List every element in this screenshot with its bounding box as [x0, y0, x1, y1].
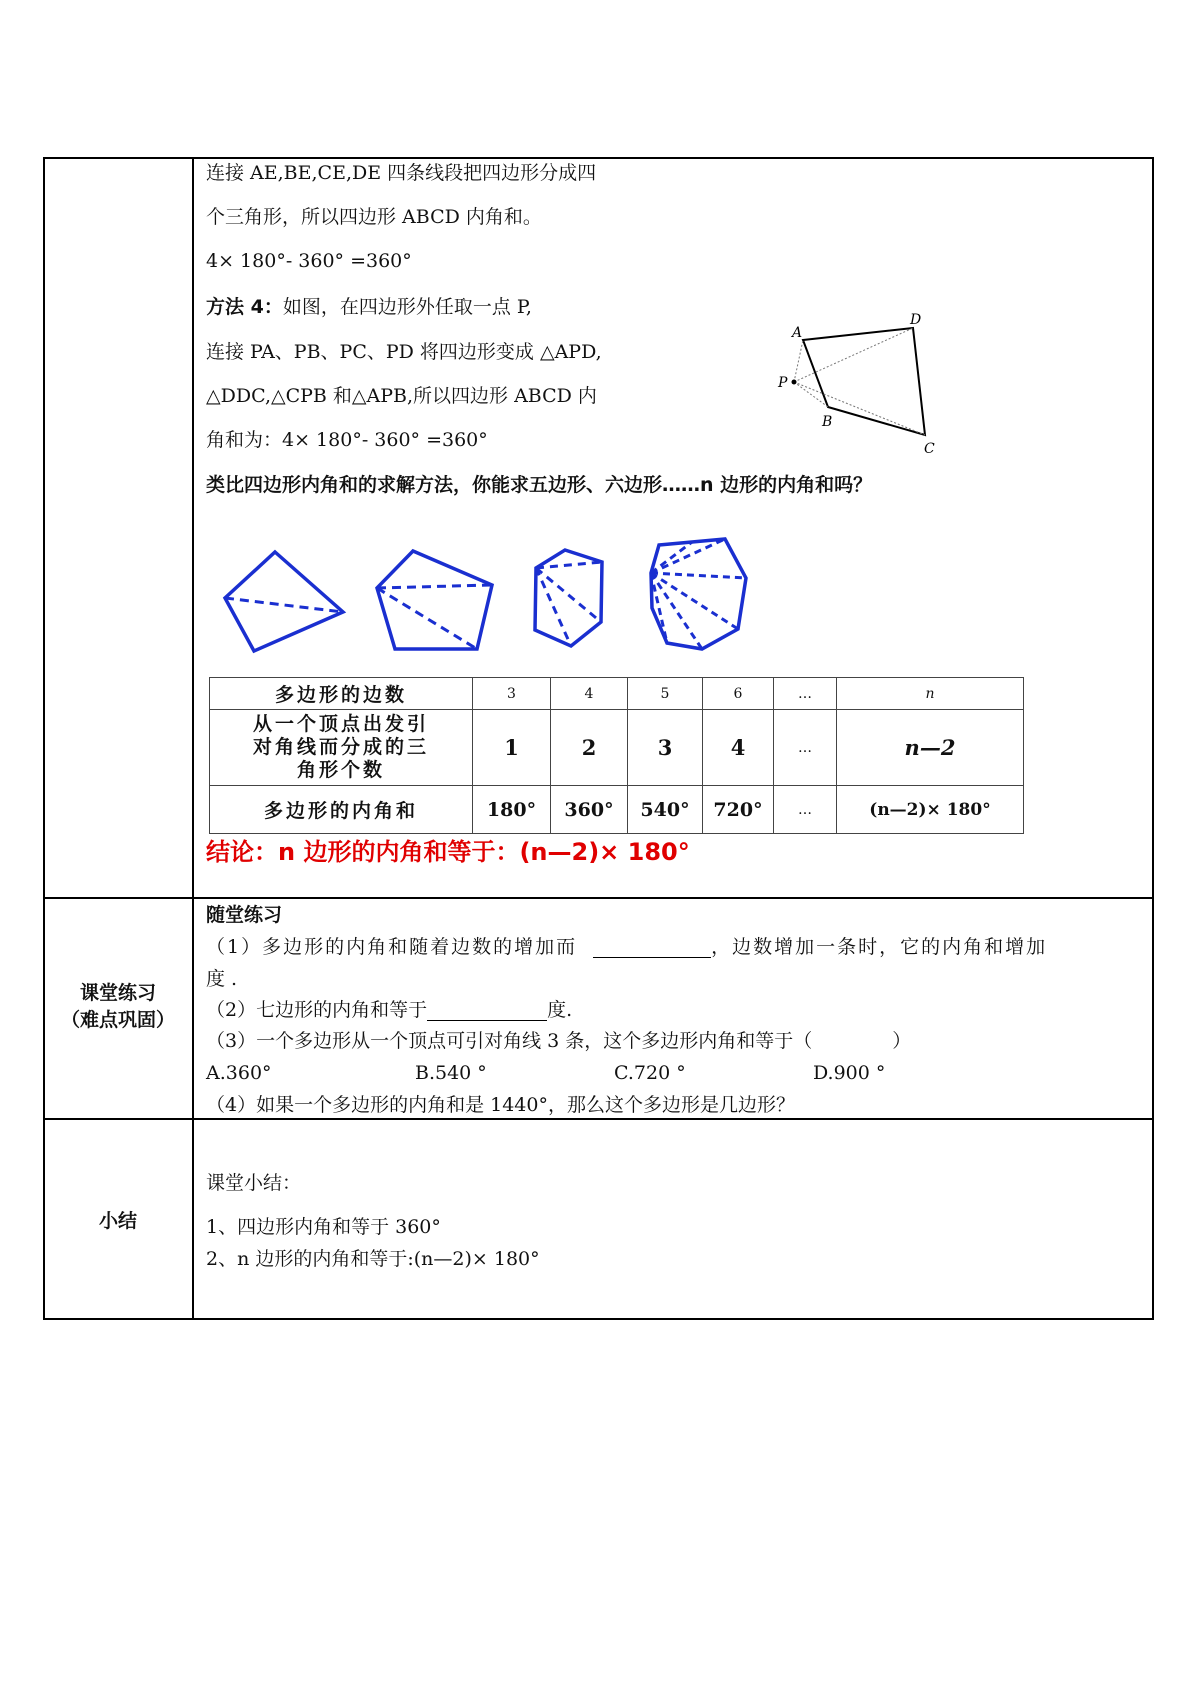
label-b: B: [822, 414, 833, 430]
sides-4: 4: [551, 678, 628, 710]
summary-label: 小结: [98, 1210, 137, 1232]
label-c: C: [924, 441, 935, 455]
triangles-n: n—2: [837, 710, 1024, 786]
row-divider-2: [43, 1118, 1154, 1120]
triangles-4: 2: [551, 710, 628, 786]
practice-label-line-1: 课堂练习: [79, 982, 156, 1004]
segment-pa: [794, 340, 803, 382]
summary-item-2: 2、n 边形的内角和等于:(n—2)× 180°: [206, 1248, 540, 1270]
method4-label: 方法 4：: [206, 296, 283, 318]
angle-sum-ellipsis: …: [774, 786, 837, 834]
row-divider-1: [43, 897, 1154, 899]
method4-line-3: △DDC,△CPB 和△APB,所以四边形 ABCD 内: [206, 385, 597, 407]
angle-sum-6: 720°: [703, 786, 774, 834]
segment-pd: [794, 328, 913, 382]
method4-line-2: 连接 PA、PB、PC、PD 将四边形变成 △APD,: [206, 341, 602, 363]
question-1-tail: 度 .: [206, 968, 238, 990]
question-2-part-b: 度.: [547, 999, 573, 1021]
option-b[interactable]: B.540 °: [415, 1062, 487, 1084]
analogy-question: 类比四边形内角和的求解方法，你能求五边形、六边形……n 边形的内角和吗？: [206, 474, 873, 496]
hexagon-diagram: [535, 550, 602, 646]
border-middle: [192, 157, 194, 1320]
angle-sum-5: 540°: [628, 786, 703, 834]
question-3: [206, 1032, 911, 1051]
method4-text: 如图，在四边形外任取一点 P,: [282, 296, 532, 318]
angle-sum-n: (n—2)× 180°: [837, 786, 1024, 834]
point-p: [792, 380, 797, 385]
row-label-triangles-line-2: 对角线而分成的三: [252, 736, 429, 759]
method4-line: [206, 298, 532, 317]
practice-label: [43, 980, 193, 1033]
summary-title: 课堂小结：: [206, 1172, 302, 1194]
text-line-1: 连接 AE,BE,CE,DE 四条线段把四边形分成四: [206, 162, 597, 184]
border-bottom: [43, 1318, 1154, 1320]
row-label-triangles-line-1: 从一个顶点出发引: [252, 713, 429, 736]
practice-title: 随堂练习: [206, 904, 283, 926]
sides-3: 3: [473, 678, 551, 710]
border-right: [1152, 157, 1154, 1320]
row-label-angle-sum: 多边形的内角和: [210, 786, 473, 834]
sides-6: 6: [703, 678, 774, 710]
question-1-part-a: （1）多边形的内角和随着边数的增加而: [206, 936, 578, 958]
sides-5: 5: [628, 678, 703, 710]
question-1-blank[interactable]: [593, 938, 711, 958]
question-4: （4）如果一个多边形的内角和是 1440°，那么这个多边形是几边形？: [206, 1094, 795, 1116]
question-3-close: ）: [892, 1030, 912, 1052]
angle-sum-3: 180°: [473, 786, 551, 834]
pentagon-diagram: [377, 551, 492, 649]
sides-n: n: [837, 678, 1024, 710]
option-c[interactable]: C.720 °: [614, 1062, 686, 1084]
border-top: [43, 157, 1154, 159]
label-p: P: [778, 375, 788, 391]
summary-item-1: 1、四边形内角和等于 360°: [206, 1216, 441, 1238]
question-1: [206, 938, 1047, 958]
question-2-blank[interactable]: [427, 1001, 547, 1021]
sides-ellipsis: …: [774, 678, 837, 710]
angle-sum-4: 360°: [551, 786, 628, 834]
question-2: [206, 1001, 572, 1021]
label-a: A: [792, 325, 803, 341]
border-left: [43, 157, 45, 1320]
question-3-text: （3）一个多边形从一个顶点可引对角线 3 条，这个多边形内角和等于（: [206, 1030, 813, 1052]
octagon-diagram: [651, 539, 746, 649]
option-d[interactable]: D.900 °: [813, 1062, 886, 1084]
conclusion: 结论：n 边形的内角和等于：(n—2)× 180°: [206, 838, 690, 866]
polygon-angle-table: [209, 677, 1024, 834]
label-d: D: [910, 312, 922, 328]
triangles-5: 3: [628, 710, 703, 786]
triangles-3: 1: [473, 710, 551, 786]
quadrilateral-figure: [770, 305, 955, 455]
quadrilateral-diagram: [225, 552, 343, 651]
method4-line-4: 角和为：4× 180°- 360° =360°: [206, 429, 488, 451]
row-label-triangles-line-3: 角形个数: [296, 758, 385, 781]
polygon-diagonals-figure: [220, 530, 780, 665]
row-label-triangles: [210, 710, 473, 786]
triangles-6: 4: [703, 710, 774, 786]
option-a[interactable]: A.360°: [206, 1062, 272, 1084]
row-label-sides: 多边形的边数: [210, 678, 473, 710]
triangles-ellipsis: …: [774, 710, 837, 786]
practice-label-line-2: （难点巩固）: [60, 1008, 175, 1031]
segment-pc: [794, 382, 925, 435]
question-1-part-b: ，边数增加一条时，它的内角和增加: [711, 936, 1048, 958]
text-line-2: 个三角形，所以四边形 ABCD 内角和。: [206, 206, 542, 228]
question-2-part-a: （2）七边形的内角和等于: [206, 999, 428, 1021]
text-line-3: 4× 180°- 360° =360°: [206, 250, 412, 272]
